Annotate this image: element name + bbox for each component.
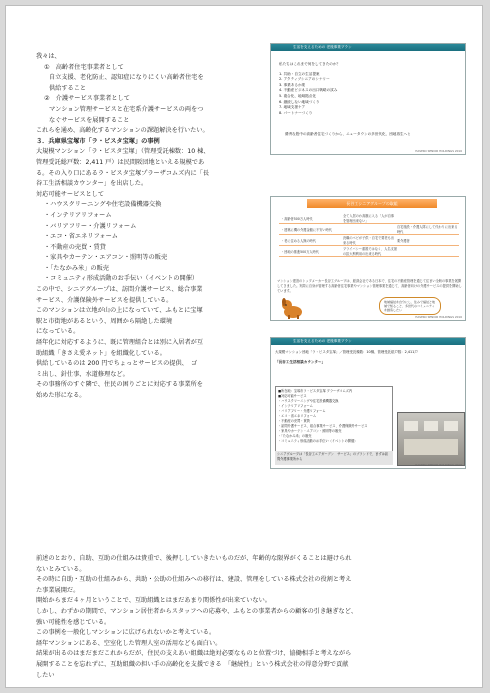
slide-item: 5. 複合化、地域拠点化 — [279, 93, 316, 98]
slide-item: 3. 事業あるか業 — [279, 82, 306, 87]
text-line: ・「たなかみ米」の販売 — [44, 264, 109, 272]
slide-paragraph: マンション建設のトップメーカー長谷工グループは、経済会社である日本で、住宅の不動産管理を通じて住まい全般の事業を展開してきました。実際に自身が管理する高齢者住宅事業やマンション管理事業を通じて、高齢者向けの介護サービスの提供を開始しています。 — [277, 279, 462, 293]
slide-item: 4. 不動産ビジネスの出口戦略の試み — [279, 88, 338, 93]
service-line: ・ハウスクリーニングや住宅設備機器交換 — [278, 399, 339, 403]
slide-header-bar: 生活を支えるための 老後事業プラン — [271, 338, 465, 345]
text-line: これらを通め、高齢化するマンションの課題解決を行いたい。 — [36, 127, 209, 135]
text-line: 大規模マンション「ラ・ビスタ宝塚」（管理受託棟数：10 棟、 — [36, 148, 210, 156]
text-line: その時に自助・互助の仕組みから、共助・公助の仕組みへの移行は、建設、管理をしている株式会社の役割と考え — [36, 576, 352, 584]
text-line: ② 介護サービス事業者として — [44, 95, 130, 103]
text-line: 助組織「きさえ愛ネット」を組織化している。 — [36, 349, 166, 357]
slide-item: 1. 共助・自立の生活提案 — [279, 71, 320, 76]
table-cell: ・団地の推進500万人時代 — [281, 249, 319, 254]
slide-item: 8. パートナーづくり — [279, 110, 313, 115]
text-line: ３．兵庫県宝塚市「ラ・ビスタ宝塚」の事例 — [36, 137, 160, 145]
text-line: になっている。 — [36, 328, 80, 336]
text-line: た事業展開だ。 — [36, 586, 80, 594]
text-line: 強い可能性を感じている。 — [36, 618, 111, 626]
service-line: ・エコ・省エネリフォーム — [278, 414, 317, 418]
text-line: ミ出し、針仕事、水道修理など。 — [36, 370, 129, 378]
text-line: ・バリアフリー・介護リフォーム — [44, 222, 137, 230]
text-line: したい — [36, 671, 55, 679]
text-line: 経年化に対応するように、既に管理組合とは別に入居者が互 — [36, 339, 204, 347]
slide-what-we-did — [270, 43, 466, 155]
text-line: ・インテリアリフォーム — [44, 211, 112, 219]
service-line: ・コミュニティ形成活動のお手伝い（イベントの開催） — [278, 439, 358, 443]
slide-orange-header: 長谷工シニアグループの取組 — [307, 199, 437, 208]
slide-item-list — [279, 72, 340, 117]
service-line: ■対応可能サービス — [278, 394, 307, 398]
dog-mascot-icon — [279, 297, 305, 319]
table-row — [279, 246, 459, 257]
text-line: ① 高齢者住宅事業者として — [44, 63, 124, 71]
table-row — [279, 224, 459, 235]
table-cell: 要介護者 — [397, 238, 410, 243]
text-line: サービス、介護保険外サービスを提供している。 — [36, 296, 173, 304]
text-line: 供給しているのは 200 円でちょっとサービスの提供、 ゴ — [36, 360, 198, 368]
text-line: なぐサービスを展開すること — [49, 116, 130, 124]
text-line: 谷工生活相談カウンター」を出店した。 — [36, 180, 148, 188]
brand-note-box: シニアグループは「長谷工エアガーデン サービス」のブランドで、まずは訪問介護事業所から — [275, 451, 393, 465]
service-lines — [278, 389, 390, 444]
table-cell: ・老に住める人無の時代 — [281, 238, 317, 243]
text-line: 駅と市街地があるという、周囲から隔絶した環境 — [36, 317, 173, 325]
slide-subtitle: 「長谷工生活相談カウンター」 — [275, 359, 326, 364]
document-page — [5, 5, 483, 688]
table-row — [279, 235, 459, 246]
service-line: ・バリアフリー・介護リフォーム — [278, 409, 326, 413]
text-line: ・コミュニティ形成活動のお手伝い（イベントの開催） — [44, 275, 199, 283]
table-cell: プライバシー重視ではなく、人名支援の拡大利利用の出来る時代 — [343, 247, 397, 256]
slide-note: 優秀な股中の高齢者住宅づくりから、ニュータウンの多世代化、団地再生へと — [285, 132, 411, 136]
text-line: ・不動産の売買・賃貸 — [44, 243, 106, 251]
building-photo — [397, 412, 465, 466]
table-cell: ・高齢者500万人時代 — [281, 216, 313, 221]
text-line: 管理受託総戸数：2,411 戸）は民間阪団地といえる規模であ — [36, 158, 205, 166]
text-line: 対応可能サービスとして — [36, 190, 105, 198]
text-line: 前述のとおり、自助、互助の仕組みは貴重で、後押ししていきたいものだが、年齢的な限界がくることは避けられ — [36, 555, 352, 562]
text-line: このマンションは立地が山の上になっていて、ふもとに宝塚 — [36, 307, 203, 315]
text-line: ・家具やカーテン・エアコン・照明等の販売 — [44, 254, 168, 262]
service-line: ■所在地：宝塚市ラ・ビスタ宝塚 プラーザコムズ内 — [278, 389, 353, 393]
service-line: ・インテリアリフォーム — [278, 404, 313, 408]
text-line: ないとみている。 — [36, 565, 86, 573]
service-line: ・訪問介護サービス、総合事業サービス、介護保険外サービス — [278, 424, 368, 428]
slide-item: 2. アクティブシニアのシナリー — [279, 77, 330, 82]
table-row — [279, 213, 459, 224]
table-cell: 決職のベビが子供・自宅で要老も出来る時代 — [343, 236, 394, 245]
slide-footer: HASEKO SENIOR HOLDINGS 2016 — [415, 463, 462, 467]
text-line: ・ハウスクリーニングや住宅設備機器交換 — [44, 201, 162, 209]
text-line: 始めた形になる。 — [36, 392, 86, 399]
text-line: 自立支援、老化防止、認知症になりにくい高齢者住宅を — [49, 74, 204, 82]
text-line: この事例を一般化しマンションに広げられないかと考えている。 — [36, 629, 216, 637]
left-text-column — [36, 52, 276, 402]
table-cell: 全て入居のわ高額に入る「人が自事を管理出来ない」 — [343, 214, 394, 223]
service-line: ・家具やカーテン・エアコン・照明等の販売 — [278, 429, 342, 433]
text-line: 我々は、 — [36, 53, 61, 60]
service-line: ・不動産の売買・賃貸 — [278, 419, 310, 423]
text-line: 結果が出るのはまだまだこれからだが、住民の支えあい組織は絶対必要なものと位置づけ、協働相手と考えながら — [36, 650, 352, 658]
service-line: ・「たなかみ米」の販売 — [278, 434, 312, 438]
speech-bubble: 地域福祉を自分にし、住みで福祉と地域で知ること、多世代のコミュニティを創造したい — [379, 297, 441, 315]
slide-item: 6. 継続しない地域づくり — [279, 99, 320, 104]
full-width-text — [36, 554, 466, 681]
text-line: 開始からまだ４ヶ月ということで、互助組織とはまだあまり関係性が出来ていない。 — [36, 597, 271, 605]
text-line: しかし、わずかの期間で、マンション居住者からスタッフへの応募や、ふもとの事業者からの顧客の引き継ぎなど、 — [36, 607, 358, 615]
text-line: る。その入り口にあるラ・ビスタ宝塚プラーザコムズ内に「長 — [36, 169, 210, 177]
slide-item: 7. 地域支援ケア — [279, 105, 306, 110]
slide-header-bar: 生活を支えるための 老後事業プラン — [271, 44, 465, 51]
text-line: 経年マンションにある、空室化した管理人室の活用なども面白い。 — [36, 639, 222, 647]
service-list-box — [275, 386, 393, 460]
slide-table — [279, 213, 459, 257]
slide-senior-group — [270, 196, 466, 321]
table-cell: ・建築に機の介護金額に不安い時代 — [281, 227, 332, 232]
text-line: この中で、シニアグループは、訪問介護サービス、総合事業 — [36, 286, 203, 294]
slide-footer: HASEKO SENIOR HOLDINGS 2016 — [415, 315, 462, 319]
slide-title: 大規模マンション団地「ラ・ビスタ宝塚」／管理受託棟数：10棟、管理受託総戸数：2,411戸 — [275, 350, 418, 354]
text-line: マンション管理サービスと在宅系介護サービスの両をつ — [49, 105, 204, 113]
text-line: 展開することを忘れずに、互助組織の担い手の高齢化を支援できる 「継続性」という株式会社の得意分野で貢献 — [36, 660, 349, 668]
text-line: その事務所のすぐ隣で、住民の困りごとに対応する事業所を — [36, 381, 203, 389]
slide-title: 私たちはこれまで何をしてきたのか？ — [279, 62, 341, 66]
slide-footer: HASEKO SENIOR HOLDINGS 2016 — [415, 149, 462, 153]
slide-la-vista — [270, 337, 466, 469]
table-cell: 自宅施設・介護人隊にして代わりに出来る時代 — [397, 225, 458, 234]
text-line: ・エコ・省エネリフォーム — [44, 233, 118, 241]
text-line: 供給すること — [49, 84, 87, 92]
